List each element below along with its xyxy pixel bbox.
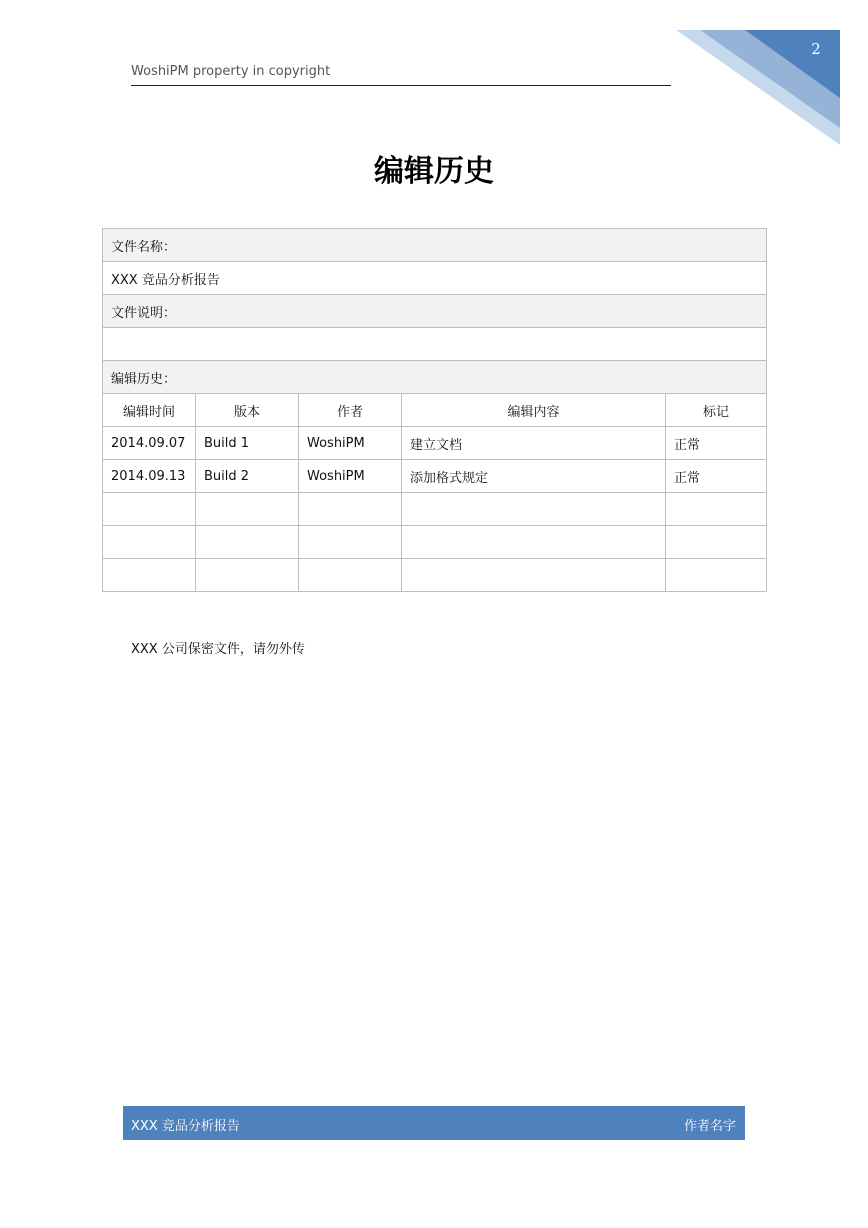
cell-version: Build 1 bbox=[196, 427, 299, 460]
table-row bbox=[103, 559, 767, 592]
cell-mark bbox=[666, 559, 767, 592]
footer-report-name: XXX 竞品分析报告 bbox=[131, 1119, 240, 1134]
cell-author: WoshiPM bbox=[299, 460, 402, 493]
cell-content bbox=[402, 559, 666, 592]
edit-history-table bbox=[102, 228, 767, 592]
cell-version bbox=[196, 493, 299, 526]
file-name-label-row bbox=[103, 229, 767, 262]
header-copyright: WoshiPM property in copyright bbox=[131, 64, 331, 79]
cell-version bbox=[196, 526, 299, 559]
file-desc-label-row bbox=[103, 295, 767, 328]
file-desc-value-row bbox=[103, 328, 767, 361]
file-name-label: 文件名称： bbox=[103, 229, 767, 262]
cell-author bbox=[299, 526, 402, 559]
cell-content: 添加格式规定 bbox=[402, 460, 666, 493]
file-name-value-row bbox=[103, 262, 767, 295]
page-title: 编辑历史 bbox=[374, 154, 494, 189]
cell-mark: 正常 bbox=[666, 460, 767, 493]
history-label-row bbox=[103, 361, 767, 394]
cell-version: Build 2 bbox=[196, 460, 299, 493]
cell-time bbox=[103, 559, 196, 592]
header-rule bbox=[131, 85, 671, 86]
column-header-version: 版本 bbox=[196, 394, 299, 427]
confidential-note: XXX 公司保密文件，请勿外传 bbox=[131, 642, 305, 657]
cell-mark bbox=[666, 526, 767, 559]
file-desc-label: 文件说明： bbox=[103, 295, 767, 328]
cell-content bbox=[402, 493, 666, 526]
cell-content bbox=[402, 526, 666, 559]
column-header-mark: 标记 bbox=[666, 394, 767, 427]
cell-version bbox=[196, 559, 299, 592]
table-row bbox=[103, 427, 767, 460]
cell-author: WoshiPM bbox=[299, 427, 402, 460]
cell-time bbox=[103, 493, 196, 526]
footer-author: 作者名字 bbox=[683, 1119, 736, 1134]
history-label: 编辑历史： bbox=[103, 361, 767, 394]
cell-content: 建立文档 bbox=[402, 427, 666, 460]
page-number: 2 bbox=[811, 40, 821, 58]
table-header-row bbox=[103, 394, 767, 427]
column-header-time: 编辑时间 bbox=[103, 394, 196, 427]
cell-mark: 正常 bbox=[666, 427, 767, 460]
column-header-author: 作者 bbox=[299, 394, 402, 427]
cell-time: 2014.09.13 bbox=[103, 460, 196, 493]
cell-time: 2014.09.07 bbox=[103, 427, 196, 460]
cell-time bbox=[103, 526, 196, 559]
table-row bbox=[103, 460, 767, 493]
table-row bbox=[103, 526, 767, 559]
column-header-content: 编辑内容 bbox=[402, 394, 666, 427]
cell-author bbox=[299, 559, 402, 592]
footer-bar bbox=[123, 1106, 745, 1140]
cell-mark bbox=[666, 493, 767, 526]
file-desc-value bbox=[103, 328, 767, 361]
table-row bbox=[103, 493, 767, 526]
file-name-value: XXX 竞品分析报告 bbox=[103, 262, 767, 295]
cell-author bbox=[299, 493, 402, 526]
